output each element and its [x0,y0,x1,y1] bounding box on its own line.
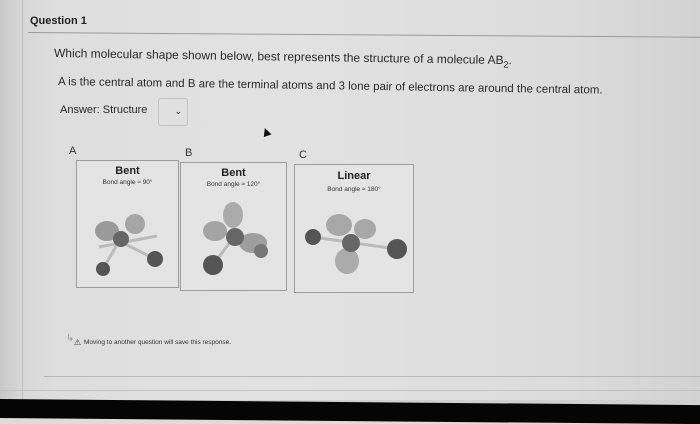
divider [28,32,700,38]
divider [0,390,700,391]
bond-angle: Bond angle ≈ 120° [206,181,261,188]
mouse-cursor-icon: ▲ [256,121,276,141]
answer-label: Answer: Structure [60,104,148,116]
bent-120-molecule-icon [181,191,286,287]
shape-name: Bent [115,165,140,177]
question-text: Which molecular shape shown below, best represents the structure of a molecule $AB_2$. [53,46,513,70]
bond-angle: Bond angle ≈ 180° [327,186,381,193]
option-b-label: B [185,147,193,159]
warning-icon: ⚠ [74,338,82,347]
left-edge [0,0,23,400]
bent-90-molecule-icon [77,189,178,285]
structure-select[interactable] [158,98,188,126]
option-a-card[interactable] [76,160,179,288]
linear-molecule-icon [295,193,413,289]
option-c-label: C [299,149,307,161]
shape-name: Bent [221,167,246,179]
question-detail: A is the central atom and B are the terminal atoms and 3 lone pair of electrons are around the central atom. [57,76,603,97]
divider [44,376,700,377]
option-b-card[interactable] [180,162,287,291]
chevron-down-icon: ⌄ [174,106,182,116]
screen-bezel [0,399,700,424]
return-arrow-icon: ↳ [66,333,75,344]
shape-name: Linear [337,170,371,182]
option-a-label: A [69,145,77,157]
save-notice: Moving to another question will save this response. [84,339,232,346]
bond-angle: Bond angle ≈ 90° [102,179,153,186]
option-c-card[interactable] [294,164,414,293]
question-title: Question 1 [30,15,87,27]
